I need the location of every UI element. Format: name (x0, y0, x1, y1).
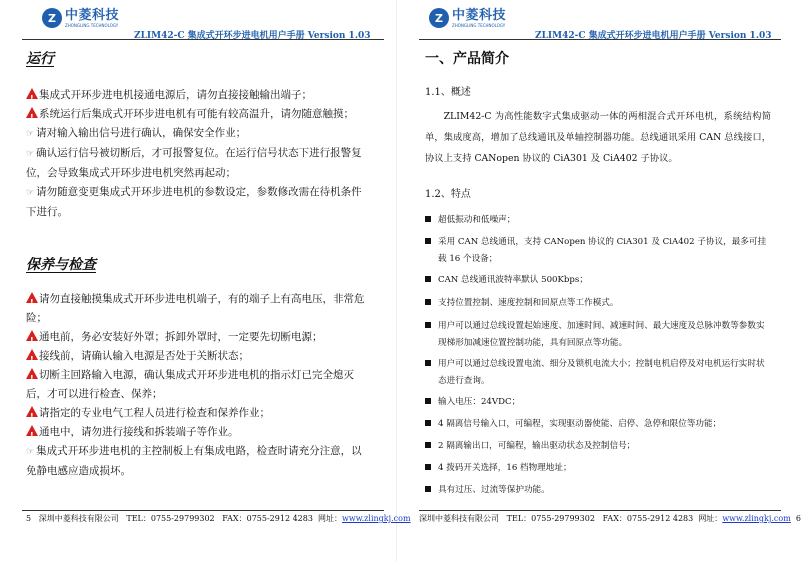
header-doc-title: ZLIM42-C 集成式开环步进电机用户手册 Version 1.03 (134, 31, 371, 41)
overview-text: ZLIM42-C 为高性能数字式集成驱动一体的两相混合式开环电机，系统结构简单，集成度高，增加了总线通讯及单轴控制器功能。总线通讯采用 CAN 总线接口，协议上支持 CANopen 协议的 CiA301 及 CiA402 子协议。 (425, 111, 771, 164)
feature-item: 采用 CAN 总线通讯，支持 CANopen 协议的 CiA301 及 CiA402 子协议，最多可挂载 16 个设备； (425, 234, 771, 268)
feature-item: 用户可以通过总线设置电流、细分及锁机电流大小；控制电机启停及对电机运行实时状态进行查询。 (425, 356, 771, 390)
bullet-square-icon (425, 398, 431, 404)
footer (419, 513, 801, 524)
warning-triangle-icon (26, 425, 38, 436)
footer-company: 深圳中菱科技有限公司 (419, 514, 499, 523)
right-page (397, 0, 801, 561)
running-line: !集成式开环步进电机接通电源后，请勿直接接触输出端子； (26, 86, 372, 105)
footer-company: 深圳中菱科技有限公司 (38, 514, 119, 523)
warning-triangle-icon (26, 292, 38, 303)
footer-rule (22, 510, 384, 511)
overview-paragraph (425, 106, 771, 169)
maintenance-line: ☞ 集成式开环步进电机的主控制板上有集成电路，检查时请充分注意，以免静电感应造成损坏。 (26, 445, 362, 477)
feature-item: 输入电压：24VDC； (425, 394, 771, 411)
logo-mark-icon: Z (429, 8, 449, 28)
maintenance-line: !通电中，请勿进行接线和拆装端子等作业。 (26, 423, 372, 442)
logo-name: 中菱科技 (65, 7, 120, 23)
bullet-square-icon (425, 322, 431, 328)
feature-item: 具有过压、过流等保护功能。 (425, 482, 771, 499)
company-logo (429, 8, 506, 28)
maintenance-paragraph (26, 290, 372, 481)
feature-item: CAN 总线通讯波特率默认 500Kbps； (425, 272, 771, 289)
footer-fax: FAX：0755-2912 4283 (602, 514, 694, 523)
features-list (425, 212, 771, 499)
logo-subtitle: ZHONGLING TECHNOLOGY (452, 22, 506, 28)
header-rule (419, 39, 781, 40)
footer-site-label: 网址： (698, 514, 723, 523)
section-title-maintenance: 保养与检查 (26, 257, 96, 273)
feature-item: 2 隔离输出口，可编程，输出驱动状态及控制信号； (425, 438, 771, 455)
footer-rule (419, 510, 781, 511)
footer (26, 513, 411, 524)
bullet-square-icon (425, 299, 431, 305)
maintenance-line: !请指定的专业电气工程人员进行检查和保养作业； (26, 404, 372, 423)
running-paragraph (26, 86, 372, 222)
feature-item: 超低振动和低噪声； (425, 212, 771, 229)
footer-site-label: 网址： (318, 514, 343, 523)
logo-name: 中菱科技 (452, 7, 507, 23)
logo-subtitle: ZHONGLING TECHNOLOGY (65, 22, 119, 28)
running-line: ☞ 确认运行信号被切断后，才可报警复位。在运行信号状态下进行报警复位，会导致集成式开环步进电机突然再起动； (26, 147, 362, 179)
chapter-title: 一、产品简介 (425, 51, 509, 67)
running-line: ☞ 请勿随意变更集成式开环步进电机的参数设定，参数修改需在待机条件下进行。 (26, 186, 362, 218)
page-number: 6 (795, 514, 801, 523)
bullet-square-icon (425, 442, 431, 448)
bullet-square-icon (425, 276, 431, 282)
running-line: !系统运行后集成式开环步进电机有可能有较高温升，请勿随意触摸； (26, 105, 372, 124)
warning-triangle-icon (26, 107, 38, 118)
feature-item: 用户可以通过总线设置起始速度、加速时间、减速时间、最大速度及总脉冲数等参数实现梯形加减速位置控制功能，具有回原点等功能。 (425, 318, 771, 352)
pointing-hand-icon: ☞ (26, 149, 35, 159)
pointing-hand-icon: ☞ (26, 129, 35, 139)
company-logo (42, 8, 119, 28)
maintenance-line: !通电前，务必安装好外罩；拆卸外罩时，一定要先切断电源； (26, 328, 372, 347)
warning-triangle-icon (26, 330, 38, 341)
header-doc-title: ZLIM42-C 集成式开环步进电机用户手册 Version 1.03 (535, 31, 772, 41)
warning-triangle-icon (26, 349, 38, 360)
bullet-square-icon (425, 420, 431, 426)
maintenance-line: !切断主回路输入电源，确认集成式开环步进电机的指示灯已完全熄灭后，才可以进行检查、保养； (26, 366, 372, 404)
running-line: ☞ 请对输入输出信号进行确认，确保安全作业； (26, 127, 247, 139)
footer-fax: FAX：0755-2912 4283 (222, 514, 313, 523)
footer-tel: TEL：0755-29799302 (506, 514, 595, 523)
page-number: 5 (26, 514, 32, 523)
warning-triangle-icon (26, 88, 38, 99)
section-title-running: 运行 (26, 51, 54, 67)
bullet-square-icon (425, 464, 431, 470)
feature-item: 4 隔离信号输入口，可编程，实现驱动器使能、启停、急停和限位等功能； (425, 416, 771, 433)
bullet-square-icon (425, 360, 431, 366)
footer-tel: TEL：0755-29799302 (126, 514, 215, 523)
pointing-hand-icon: ☞ (26, 188, 35, 198)
overview-heading: 1.1、概述 (425, 87, 471, 98)
maintenance-line: !请勿直接触摸集成式开环步进电机端子，有的端子上有高电压，非常危险； (26, 290, 372, 328)
feature-item: 支持位置控制、速度控制和回原点等工作模式。 (425, 295, 771, 312)
bullet-square-icon (425, 238, 431, 244)
bullet-square-icon (425, 216, 431, 222)
maintenance-line: !接线前，请确认输入电源是否处于关断状态； (26, 347, 372, 366)
feature-item: 4 拨码开关选择，16 档物理地址； (425, 460, 771, 477)
pointing-hand-icon: ☞ (26, 447, 35, 457)
warning-triangle-icon (26, 368, 38, 379)
features-heading: 1.2、特点 (425, 189, 471, 200)
footer-url-link[interactable]: www.zlingkj.com (722, 514, 791, 523)
bullet-square-icon (425, 486, 431, 492)
logo-mark-icon: Z (42, 8, 62, 28)
header-rule (22, 39, 384, 40)
footer-url-link[interactable]: www.zlingkj.com (342, 514, 411, 523)
warning-triangle-icon (26, 406, 38, 417)
